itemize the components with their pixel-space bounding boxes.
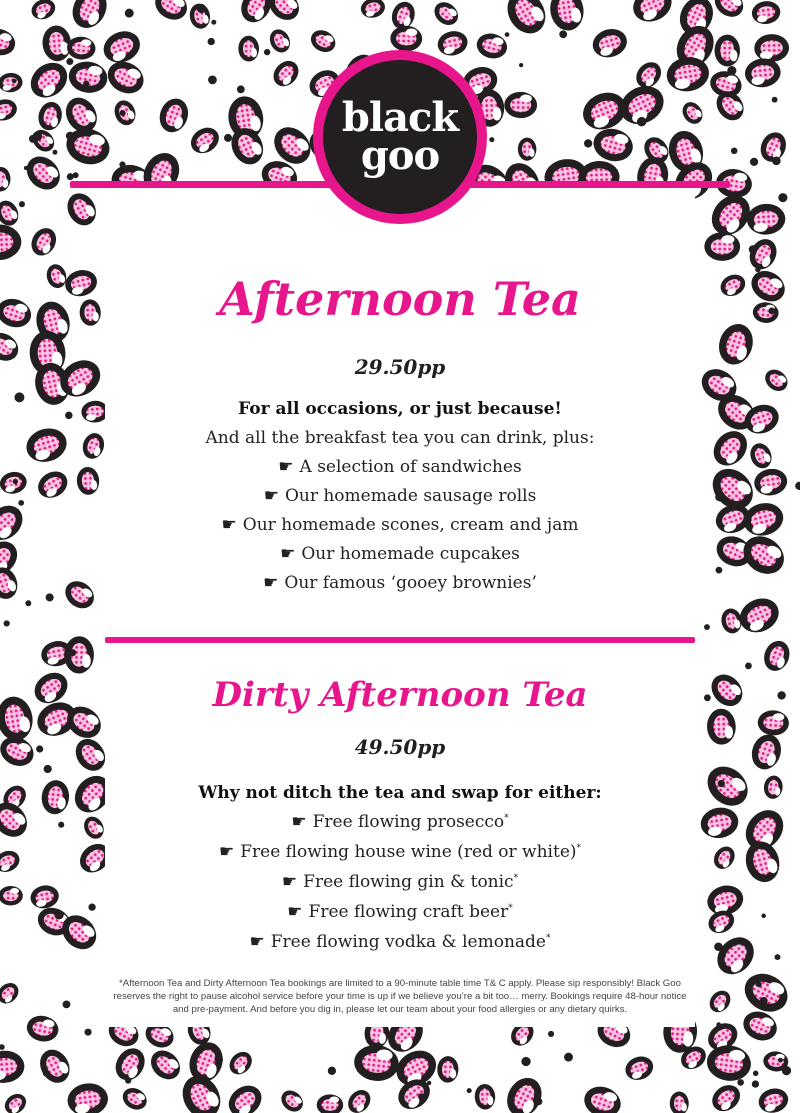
- afternoon-tea-item: [105, 486, 695, 506]
- dirty-afternoon-tea-item-label: Free flowing craft beer: [308, 902, 509, 922]
- logo-line2: goo: [360, 132, 440, 179]
- dirty-afternoon-tea-item-label: Free flowing vodka & lemonade: [270, 932, 546, 952]
- dirty-afternoon-tea-item-label: Free flowing house wine (red or white): [240, 842, 577, 862]
- pointing-hand-icon: ☛: [249, 932, 265, 952]
- asterisk-marker: *: [513, 873, 519, 884]
- dirty-afternoon-tea-item-label: Free flowing gin & tonic: [303, 872, 514, 892]
- asterisk-marker: *: [576, 843, 582, 854]
- black-goo-logo: [313, 50, 487, 224]
- afternoon-tea-item-label: Our homemade scones, cream and jam: [242, 515, 579, 535]
- dirty-afternoon-tea-item: [105, 812, 695, 832]
- afternoon-tea-item: [105, 544, 695, 564]
- middle-divider: [105, 637, 695, 643]
- pointing-hand-icon: ☛: [278, 457, 294, 477]
- pointing-hand-icon: ☛: [263, 573, 279, 593]
- afternoon-tea-intro-bold: For all occasions, or just because!: [238, 399, 562, 419]
- afternoon-tea-item-label: Our homemade sausage rolls: [284, 486, 537, 506]
- asterisk-marker: *: [504, 813, 509, 824]
- dirty-afternoon-tea-title: Dirty Afternoon Tea: [212, 675, 588, 715]
- dirty-afternoon-tea-price: 49.50pp: [354, 735, 446, 759]
- dirty-afternoon-tea-item: [105, 842, 695, 862]
- pointing-hand-icon: ☛: [291, 812, 307, 832]
- dirty-afternoon-tea-item: [105, 902, 695, 922]
- pointing-hand-icon: ☛: [280, 544, 296, 564]
- asterisk-marker: *: [545, 933, 551, 944]
- pointing-hand-icon: ☛: [281, 872, 298, 892]
- asterisk-marker: *: [508, 903, 513, 914]
- pointing-hand-icon: ☛: [221, 515, 237, 535]
- afternoon-tea-title: Afternoon Tea: [219, 272, 581, 326]
- pointing-hand-icon: ☛: [287, 902, 303, 922]
- afternoon-tea-item: [105, 573, 695, 593]
- afternoon-tea-item-label: A selection of sandwiches: [299, 457, 522, 477]
- pointing-hand-icon: ☛: [263, 486, 279, 506]
- dirty-afternoon-tea-item-label: Free flowing prosecco: [312, 812, 505, 832]
- afternoon-tea-item-label: Our famous ‘gooey brownies’: [284, 573, 537, 593]
- afternoon-tea-item-label: Our homemade cupcakes: [301, 544, 520, 564]
- afternoon-tea-intro: And all the breakfast tea you can drink, plus:: [205, 428, 595, 448]
- afternoon-tea-item: [105, 457, 695, 477]
- dirty-afternoon-tea-item: [105, 932, 695, 952]
- afternoon-tea-price: 29.50pp: [354, 355, 446, 379]
- footnote: *Afternoon Tea and Dirty Afternoon Tea bookings are limited to a 90-minute table time T& C apply. Please sip responsibly! Black Goo reserves the right to pause alcohol service before your time is up if we believe you’re a bit too… merry. Bookings require 48-hour notice and pre-payment. And before you dig in, please let our team about your food allergies or any dietary quirks.: [113, 978, 687, 1015]
- dirty-afternoon-tea-item: [105, 872, 695, 892]
- logo-line1: black: [341, 94, 459, 141]
- dirty-afternoon-tea-intro-bold: Why not ditch the tea and swap for either:: [198, 783, 602, 803]
- afternoon-tea-item: [105, 515, 695, 535]
- pointing-hand-icon: ☛: [218, 842, 235, 862]
